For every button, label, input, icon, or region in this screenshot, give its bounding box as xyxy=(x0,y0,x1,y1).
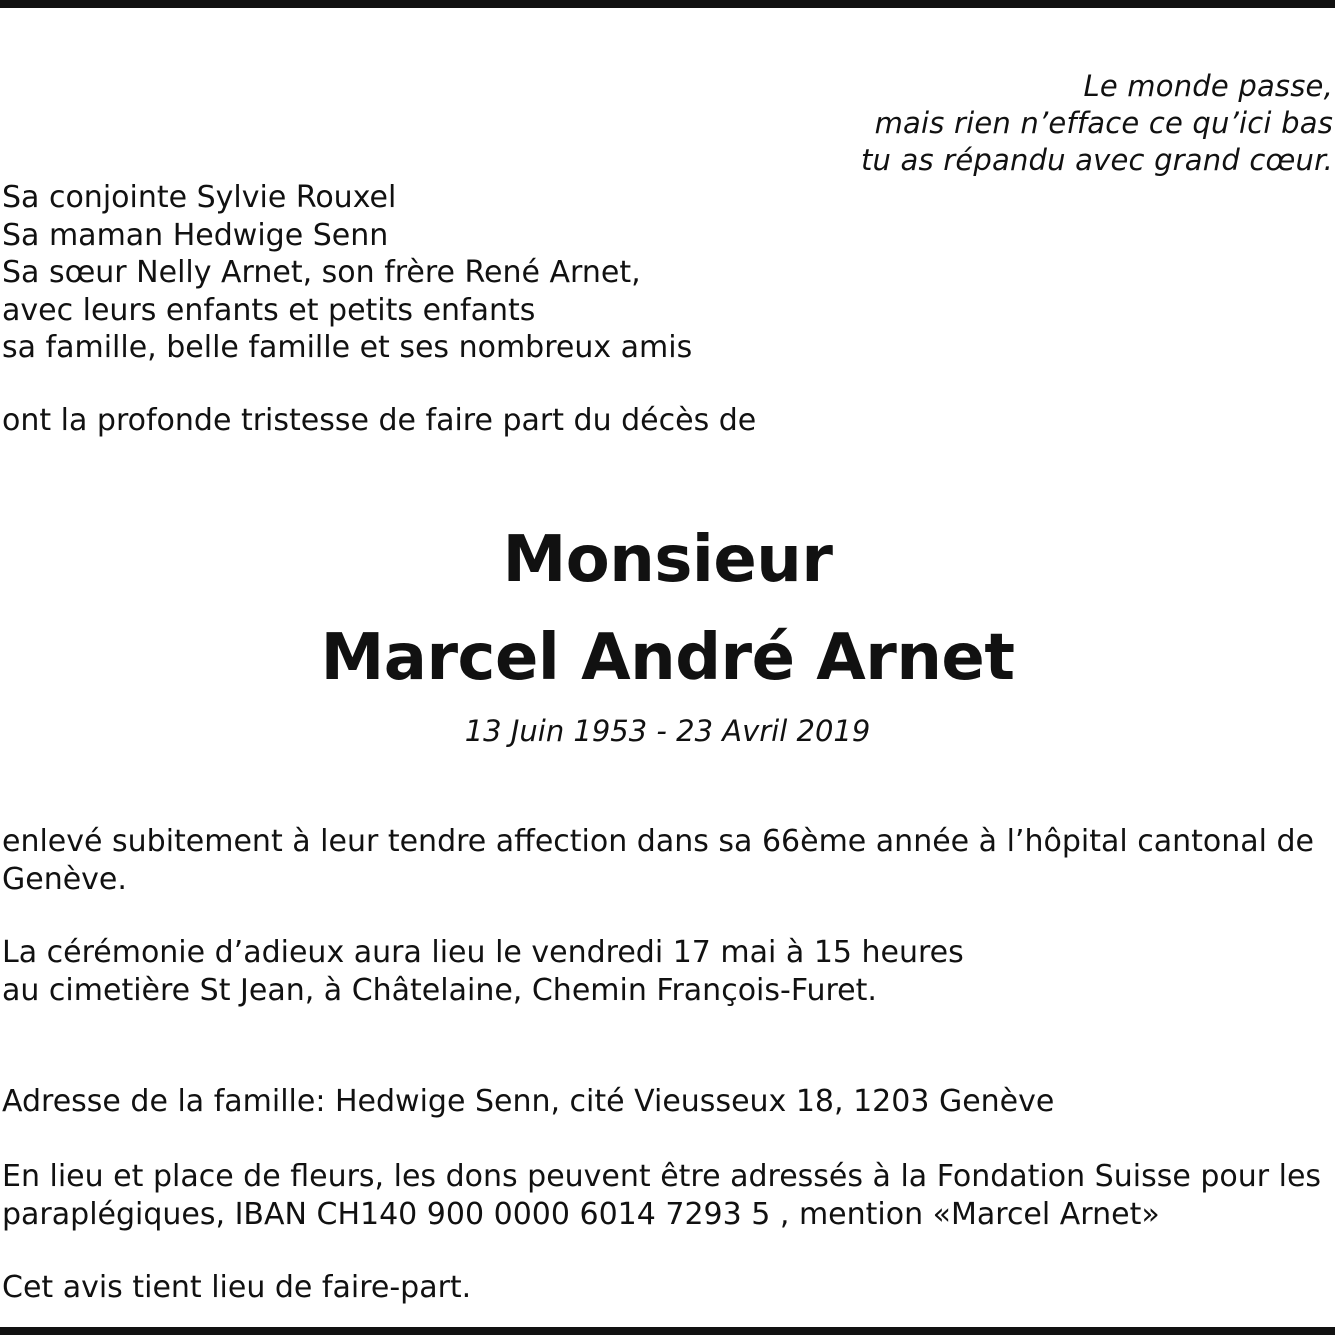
paragraph-line: enlevé subitement à leur tendre affection dans sa 66ème année à l’hôpital cantonal de xyxy=(2,824,1314,859)
family-list xyxy=(2,179,692,367)
family-line: Sa maman Hedwige Senn xyxy=(2,217,389,253)
paragraph-line: paraplégiques, IBAN CH140 900 0000 6014 7293 5 , mention «Marcel Arnet» xyxy=(2,1196,1160,1232)
life-dates: 13 Juin 1953 - 23 Avril 2019 xyxy=(464,714,871,748)
paragraph-line: En lieu et place de fleurs, les dons peuvent être adressés à la Fondation Suisse pour les xyxy=(2,1159,1322,1194)
family-line: avec leurs enfants et petits enfants xyxy=(2,292,536,328)
quote-line: mais rien n’efface ce qu’ici bas xyxy=(874,106,1333,140)
family-line: Sa sœur Nelly Arnet, son frère René Arnet, xyxy=(2,255,641,290)
family-address xyxy=(2,1083,1302,1121)
paragraph-line: Genève. xyxy=(2,861,127,897)
closing-note xyxy=(2,1269,1302,1307)
donation-paragraph xyxy=(2,1158,1322,1233)
family-line: Sa conjointe Sylvie Rouxel xyxy=(2,180,397,215)
quote-line: Le monde passe, xyxy=(1083,69,1333,103)
honorific-title: Monsieur xyxy=(502,523,833,597)
paragraph-line: La cérémonie d’adieux aura lieu le vendredi 17 mai à 15 heures xyxy=(2,935,964,970)
bottom-border-rule xyxy=(0,1327,1335,1335)
deceased-name: Marcel André Arnet xyxy=(320,621,1015,695)
paragraph-line: au cimetière St Jean, à Châtelaine, Chemin François-Furet. xyxy=(2,972,877,1008)
epigraph-quote xyxy=(533,68,1333,179)
quote-line: tu as répandu avec grand cœur. xyxy=(860,143,1333,177)
announcement-text: ont la profonde tristesse de faire part du décès de xyxy=(2,403,757,438)
paragraph-line: Cet avis tient lieu de faire-part. xyxy=(2,1270,472,1305)
family-line: sa famille, belle famille et ses nombreux amis xyxy=(2,330,693,365)
top-border-rule xyxy=(0,0,1335,8)
ceremony-paragraph xyxy=(2,934,1302,1009)
paragraph-line: Adresse de la famille: Hedwige Senn, cité Vieusseux 18, 1203 Genève xyxy=(2,1084,1055,1119)
death-paragraph xyxy=(2,823,1314,898)
